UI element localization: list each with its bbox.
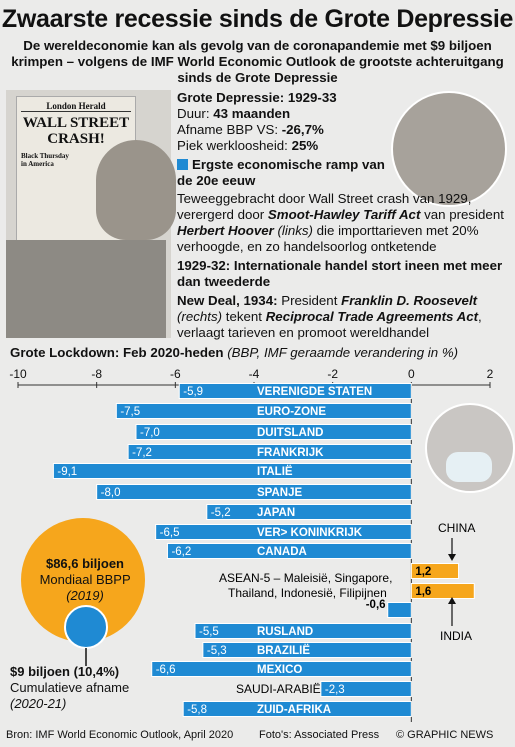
bar-category-label: SAUDI-ARABIË xyxy=(236,682,321,696)
history-paragraph-3: New Deal, 1934: President Franklin D. Roosevelt (rechts) tekent Reciprocal Trade Agreements Act, verlaagt tarieven en promoot wereldhandel xyxy=(177,293,482,340)
bar-category-label: CHINA xyxy=(438,521,476,535)
gd-gdp: Afname BBP VS: -26,7% xyxy=(177,122,324,137)
bar-category-label: INDIA xyxy=(440,629,473,643)
bar-category-label: RUSLAND xyxy=(257,626,314,638)
bar-value-label: -5,9 xyxy=(183,386,204,398)
bar-7 xyxy=(207,505,412,520)
legend-title: Ergste economische ramp van de 20e eeuw xyxy=(177,157,385,188)
page-subtitle: De wereldeconomie kan als gevolg van de coronapandemie met $9 biljoen krimpen – volgens de IMF World Economic Outlook de grootste achteruitgang sinds de Grote Depressie xyxy=(11,38,504,85)
footer-photos: Foto's: Associated Press xyxy=(259,729,380,741)
bar-value-label: -6,2 xyxy=(171,546,192,558)
footer-credit: © GRAPHIC NEWS xyxy=(396,729,494,741)
gd-duration: Duur: 43 maanden xyxy=(177,106,291,121)
bar-category-label: VER> KONINKRIJK xyxy=(257,527,363,539)
asean-label-line-2: Thailand, Indonesië, Filipijnen xyxy=(228,586,387,600)
bar-value-label: -9,1 xyxy=(57,466,78,478)
bar-value-label: 1,2 xyxy=(415,566,432,578)
bubble-small-text: $9 biljoen (10,4%) Cumulatieve afname (2020-21) xyxy=(10,664,130,711)
bubble-small xyxy=(65,606,107,648)
bar-12 xyxy=(388,603,412,618)
bar-category-label: DUITSLAND xyxy=(257,427,324,439)
bar-category-label: ITALIË xyxy=(257,466,293,478)
bar-category-label: EURO-ZONE xyxy=(257,406,326,418)
x-tick-label: -8 xyxy=(91,367,103,381)
newspaper-subhead: Black Thursday in America xyxy=(21,152,69,168)
gd-unemployment: Piek werkloosheid: 25% xyxy=(177,138,319,153)
x-tick-label: 2 xyxy=(486,367,494,381)
bar-value-label: -8,0 xyxy=(100,487,121,499)
china-arrow-icon xyxy=(448,554,456,561)
bar-category-label: ZUID-AFRIKA xyxy=(257,704,332,716)
bar-category-label: SPANJE xyxy=(257,487,303,499)
x-tick-label: 0 xyxy=(407,367,415,381)
bar-category-label: BRAZILIË xyxy=(257,645,311,657)
bar-category-label: JAPAN xyxy=(257,507,296,519)
x-tick-label: -6 xyxy=(169,367,181,381)
footer-source: Bron: IMF World Economic Outlook, April 2020 xyxy=(6,729,234,741)
page-title: Zwaarste recessie sinds de Grote Depressie xyxy=(1,5,514,33)
bubble-big-text: $86,6 biljoen Mondiaal BBPP (2019) xyxy=(39,556,131,603)
bar-value-label: -0,6 xyxy=(365,599,386,611)
bar-value-label: -6,6 xyxy=(155,664,176,676)
bar-value-label: -5,3 xyxy=(206,645,227,657)
bar-value-label: -5,5 xyxy=(199,626,219,638)
asean-label-line-1: ASEAN-5 – Maleisië, Singapore, xyxy=(219,571,393,585)
bar-category-label: CANADA xyxy=(257,546,307,558)
bar-category-label: VERENIGDE STATEN xyxy=(257,386,373,398)
x-tick-label: -2 xyxy=(327,367,339,381)
bar-value-label: -7,0 xyxy=(140,427,160,439)
bar-value-label: 1,6 xyxy=(415,586,432,598)
history-paragraph-1: Teweeggebracht door Wall Street crash van 1929, verergerd door Smoot-Hawley Tariff Act van president Herbert Hoover (links) die importtarieven met 20% verhoogde, en zo handelsoorlog ontketende xyxy=(177,191,504,254)
newspaper-headline: WALL STREET CRASH! xyxy=(22,115,130,147)
bar-5 xyxy=(53,464,411,479)
chart-title: Grote Lockdown: Feb 2020-heden (BBP, IMF geraamde verandering in %) xyxy=(10,345,459,360)
bar-value-label: -7,2 xyxy=(132,447,152,459)
x-tick-label: -4 xyxy=(248,367,260,381)
x-tick-label: -10 xyxy=(9,367,27,381)
bar-value-label: -2,3 xyxy=(324,684,345,696)
bar-value-label: -5,8 xyxy=(187,704,208,716)
gd-title: Grote Depressie: 1929-33 xyxy=(177,90,337,105)
bar-value-label: -7,5 xyxy=(120,406,141,418)
bar-value-label: -5,2 xyxy=(210,507,231,519)
bar-value-label: -6,5 xyxy=(159,527,180,539)
history-paragraph-2: 1929-32: Internationale handel stort ineen met meer dan tweederde xyxy=(177,258,503,289)
bar-6 xyxy=(97,485,412,500)
newspaper-masthead: London Herald xyxy=(21,101,131,112)
bar-category-label: FRANKRIJK xyxy=(257,447,324,459)
bar-category-label: MEXICO xyxy=(257,664,303,676)
